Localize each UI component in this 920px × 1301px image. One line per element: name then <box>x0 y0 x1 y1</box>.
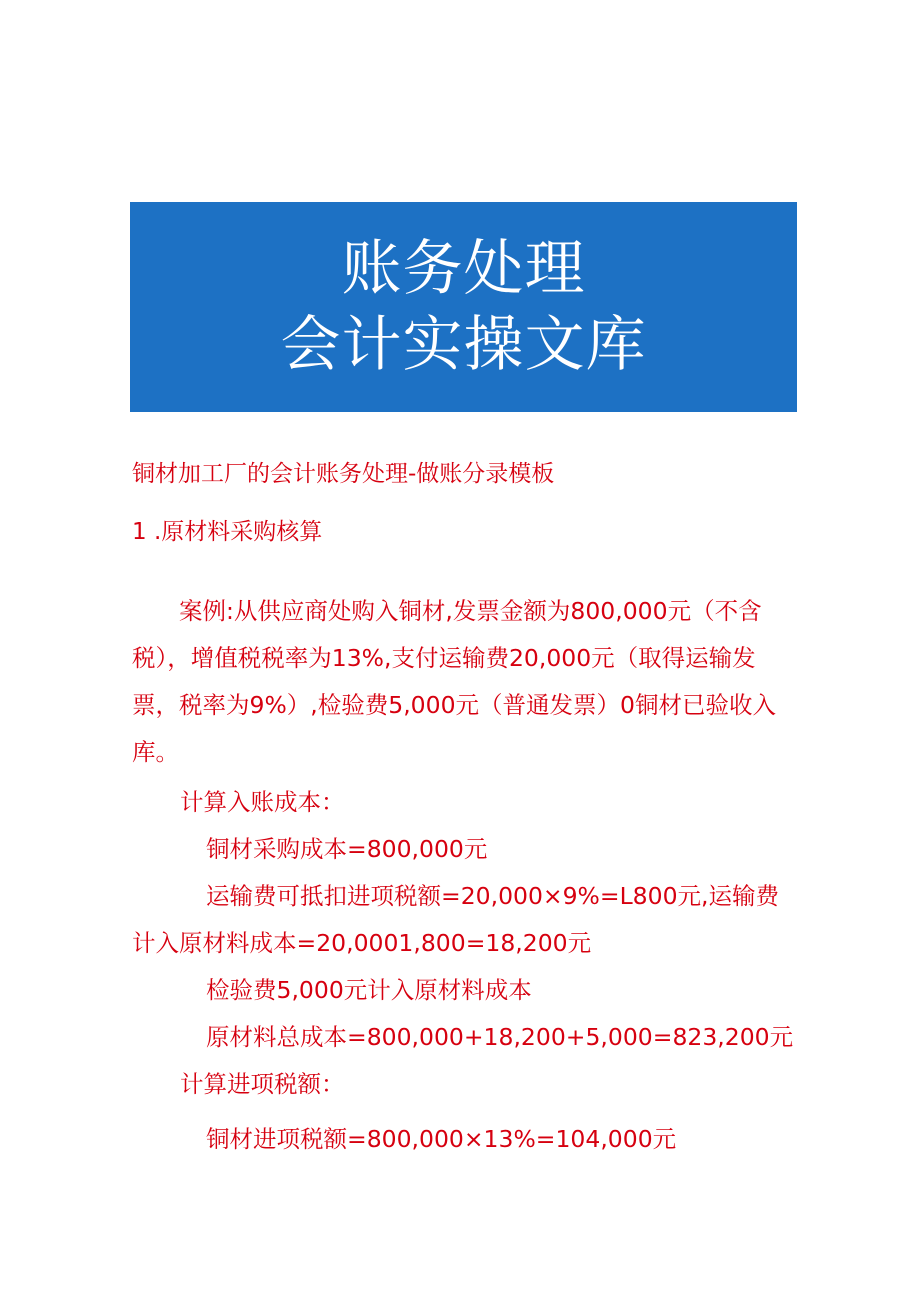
purchase-cost-line: 铜材采购成本=800,000元 <box>206 835 488 863</box>
document-title: 铜材加工厂的会计账务处理-做账分录模板 <box>132 461 555 487</box>
case-paragraph: 案例:从供应商处购入铜材,发票金额为800,000元（不含税），增值税税率为13%,支付运输费20,000元（取得运输发票，税率为9%）,检验费5,000元（普通发票）0铜材已验收入库。 <box>132 597 776 766</box>
inspection-line: 检验费5,000元计入原材料成本 <box>206 976 532 1004</box>
banner-title-line-2: 会计实操文库 <box>280 310 647 380</box>
copper-input-tax-line: 铜材进项税额=800,000×13%=104,000元 <box>206 1125 677 1153</box>
banner-title-line-1: 账务处理 <box>341 234 586 304</box>
freight-to-cost-line: 计入原材料成本=20,0001,800=18,200元 <box>132 929 592 957</box>
tax-heading: 计算进项税额： <box>180 1070 345 1098</box>
total-cost-line: 原材料总成本=800,000+18,200+5,000=823,200元 <box>206 1023 794 1051</box>
section-heading: 1 .原材料采购核算 <box>132 519 323 545</box>
freight-deduction-line: 运输费可抵扣进项税额=20,000×9%=L800元,运输费 <box>206 882 779 910</box>
cost-heading: 计算入账成本： <box>180 788 345 816</box>
header-banner <box>130 202 797 412</box>
